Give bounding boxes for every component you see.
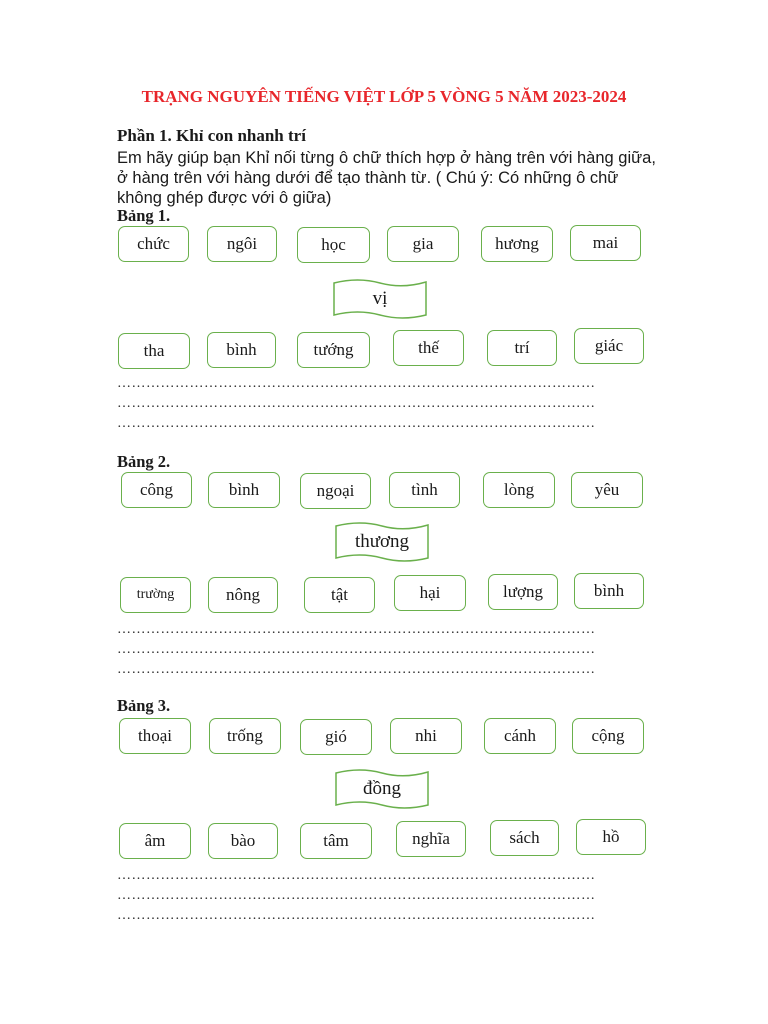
answer-line[interactable]: ………………………………………………………………………………………	[117, 642, 596, 657]
word-box-top[interactable]: trống	[209, 718, 281, 754]
page-title: TRẠNG NGUYÊN TIẾNG VIỆT LỚP 5 VÒNG 5 NĂM 2023-2024	[141, 87, 627, 106]
center-banner	[332, 277, 428, 321]
center-word: vị	[372, 288, 388, 309]
word-box-bottom[interactable]: hồ	[576, 819, 646, 855]
word-box-top[interactable]: gia	[387, 226, 459, 262]
answer-line[interactable]: ………………………………………………………………………………………	[117, 662, 596, 677]
board-3-title: Bảng 3.	[117, 696, 171, 715]
word-box-top[interactable]: cánh	[484, 718, 556, 754]
center-banner	[334, 767, 430, 811]
word-box-bottom[interactable]: tật	[304, 577, 375, 613]
word-box-bottom[interactable]: nghĩa	[396, 821, 466, 857]
answer-line[interactable]: ………………………………………………………………………………………	[117, 416, 596, 431]
board-2-title: Bảng 2.	[117, 452, 171, 471]
word-box-top[interactable]: yêu	[571, 472, 643, 508]
answer-line[interactable]: ………………………………………………………………………………………	[117, 376, 596, 391]
word-box-top[interactable]: gió	[300, 719, 372, 755]
instructions	[117, 148, 677, 208]
word-box-bottom[interactable]: tướng	[297, 332, 370, 368]
word-box-top[interactable]: công	[121, 472, 192, 508]
word-box-bottom[interactable]: bình	[207, 332, 276, 368]
word-box-bottom[interactable]: trường	[120, 577, 191, 613]
word-box-top[interactable]: bình	[208, 472, 280, 508]
word-box-bottom[interactable]: giác	[574, 328, 644, 364]
word-box-top[interactable]: nhi	[390, 718, 462, 754]
center-word: thương	[354, 531, 410, 552]
word-box-top[interactable]: tình	[389, 472, 460, 508]
word-box-bottom[interactable]: tha	[118, 333, 190, 369]
word-box-top[interactable]: hương	[481, 226, 553, 262]
word-box-bottom[interactable]: bào	[208, 823, 278, 859]
word-box-bottom[interactable]: hại	[394, 575, 466, 611]
word-box-bottom[interactable]: nông	[208, 577, 278, 613]
instruction-line: Em hãy giúp bạn Khỉ nối từng ô chữ thích hợp ở hàng trên với hàng giữa,	[117, 149, 656, 167]
answer-line[interactable]: ………………………………………………………………………………………	[117, 908, 596, 923]
word-box-bottom[interactable]: bình	[574, 573, 644, 609]
center-word: đồng	[363, 778, 401, 799]
answer-line[interactable]: ………………………………………………………………………………………	[117, 396, 596, 411]
board-1-title: Bảng 1.	[117, 206, 171, 225]
answer-line[interactable]: ………………………………………………………………………………………	[117, 622, 596, 637]
word-box-top[interactable]: học	[297, 227, 370, 263]
instruction-line: không ghép được với ô giữa)	[117, 189, 332, 207]
answer-line[interactable]: ………………………………………………………………………………………	[117, 868, 596, 883]
word-box-bottom[interactable]: trí	[487, 330, 557, 366]
center-banner	[334, 520, 430, 564]
word-box-top[interactable]: ngôi	[207, 226, 277, 262]
word-box-top[interactable]: lòng	[483, 472, 555, 508]
word-box-bottom[interactable]: âm	[119, 823, 191, 859]
word-box-top[interactable]: cộng	[572, 718, 644, 754]
section-title: Phần 1. Khỉ con nhanh trí	[117, 126, 306, 145]
word-box-bottom[interactable]: thế	[393, 330, 464, 366]
word-box-bottom[interactable]: lượng	[488, 574, 558, 610]
answer-line[interactable]: ………………………………………………………………………………………	[117, 888, 596, 903]
word-box-top[interactable]: ngoại	[300, 473, 371, 509]
instruction-line: ở hàng trên với hàng dưới để tạo thành từ. ( Chú ý: Có những ô chữ	[117, 169, 619, 187]
word-box-top[interactable]: mai	[570, 225, 641, 261]
word-box-top[interactable]: thoại	[119, 718, 191, 754]
word-box-top[interactable]: chức	[118, 226, 189, 262]
word-box-bottom[interactable]: tâm	[300, 823, 372, 859]
word-box-bottom[interactable]: sách	[490, 820, 559, 856]
